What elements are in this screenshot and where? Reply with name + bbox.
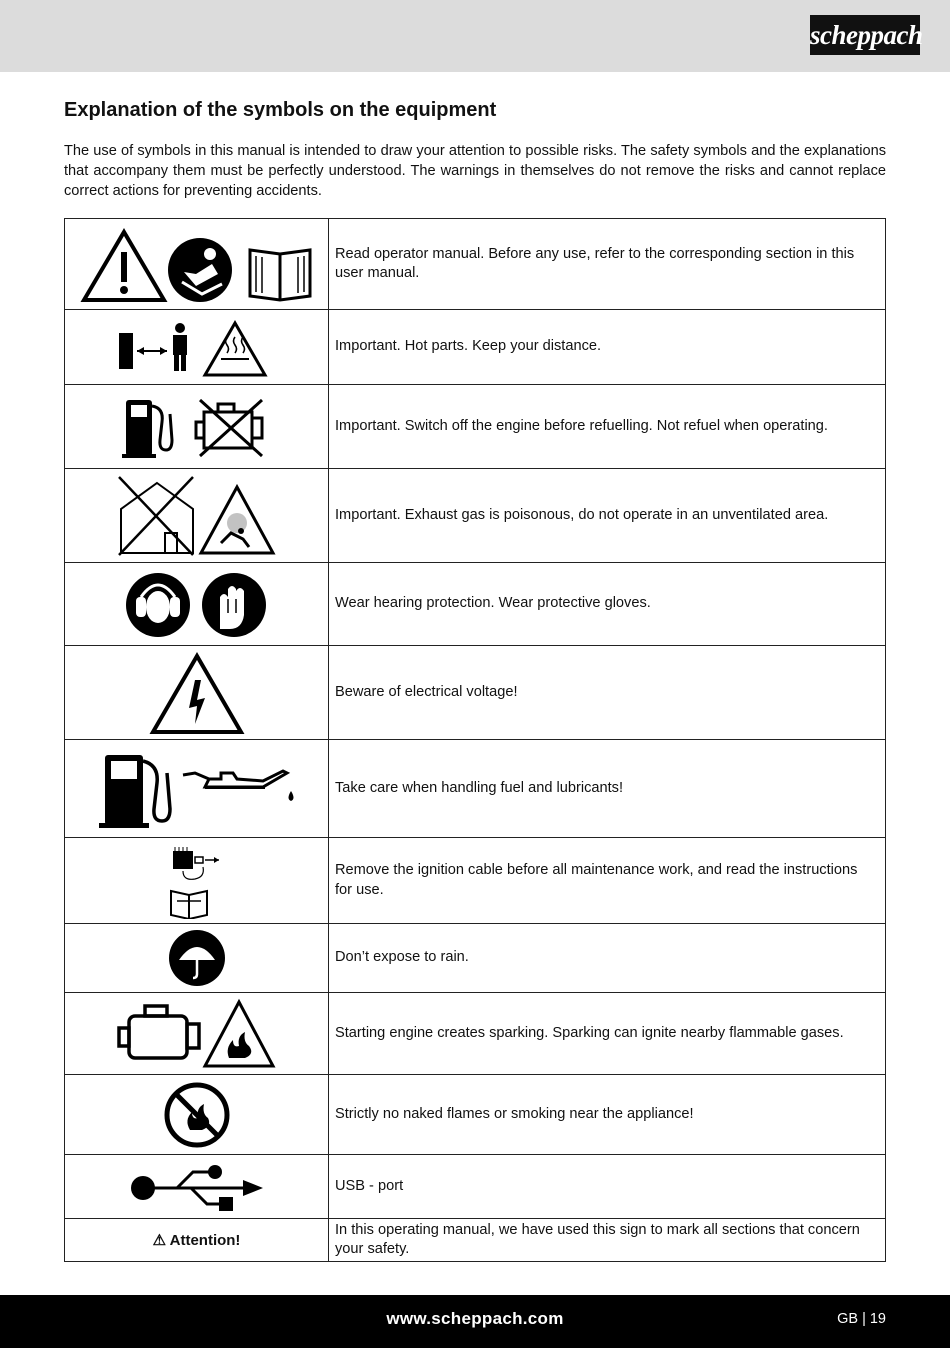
page-number: GB | 19 [837,1311,886,1327]
warning-triangle-icon [84,232,164,300]
flammable-warning-icon [205,1002,273,1066]
symbols-table [64,218,886,1262]
fuel-pump-icon [122,400,172,458]
ignition-cable-manual-icon [171,847,219,919]
symbol-description: USB - port [329,1155,886,1219]
table-row [65,993,886,1075]
table-row [65,740,886,838]
table-row [65,924,886,993]
open-book-icon [250,250,310,300]
symbol-description: Wear hearing protection. Wear protective gloves. [329,563,886,646]
page-title: Explanation of the symbols on the equipment [64,99,497,121]
engine-crossed-icon [196,400,262,456]
symbol-description: Read operator manual. Before any use, refer to the corresponding section in this user manual. [329,219,886,310]
table-row [65,385,886,469]
keep-distance-icon [119,323,187,371]
fuel-pump-icon [99,755,170,828]
umbrella-icon [169,930,225,986]
attention-label: ⚠ Attention! [65,1219,329,1262]
header-band [0,0,950,72]
intro-paragraph: The use of symbols in this manual is intended to draw your attention to possible risks. The safety symbols and the explanations that accompany them must be perfectly understood. The warnings in themselves do not remove the risks and cannot replace correct actions for preventing accidents. [64,143,886,199]
table-row [65,469,886,563]
table-row [65,1155,886,1219]
symbol-description: Strictly no naked flames or smoking near the appliance! [329,1075,886,1155]
table-row [65,219,886,310]
symbol-description: Important. Switch off the engine before refuelling. Not refuel when operating. [329,385,886,469]
usb-icon [131,1165,263,1211]
no-open-flame-icon [167,1085,227,1145]
hearing-protection-icon [126,573,190,637]
table-row [65,1075,886,1155]
table-row [65,1219,886,1262]
symbol-description: Don’t expose to rain. [329,924,886,993]
symbol-description: Beware of electrical voltage! [329,646,886,740]
brand-logo: scheppach [810,15,920,55]
table-row [65,563,886,646]
read-manual-person-icon [168,238,232,302]
hot-surface-warning-icon [205,323,265,375]
symbol-description: Take care when handling fuel and lubricants! [329,740,886,838]
table-row [65,646,886,740]
house-crossed-icon [119,477,193,555]
engine-icon [119,1006,199,1058]
table-row [65,310,886,385]
symbol-description: Important. Exhaust gas is poisonous, do not operate in an unventilated area. [329,469,886,563]
attention-description: In this operating manual, we have used this sign to mark all sections that concern your safety. [329,1219,886,1262]
symbol-description: Starting engine creates sparking. Sparking can ignite nearby flammable gases. [329,993,886,1075]
table-row [65,838,886,924]
toxic-fumes-warning-icon [201,487,273,553]
electrical-voltage-warning-icon [153,656,241,732]
protective-gloves-icon [202,573,266,637]
symbol-description: Remove the ignition cable before all maintenance work, and read the instructions for use. [329,838,886,924]
footer-band [0,1295,950,1348]
oil-can-icon [183,771,294,801]
footer-url[interactable]: www.scheppach.com [386,1309,564,1328]
symbol-description: Important. Hot parts. Keep your distance. [329,310,886,385]
